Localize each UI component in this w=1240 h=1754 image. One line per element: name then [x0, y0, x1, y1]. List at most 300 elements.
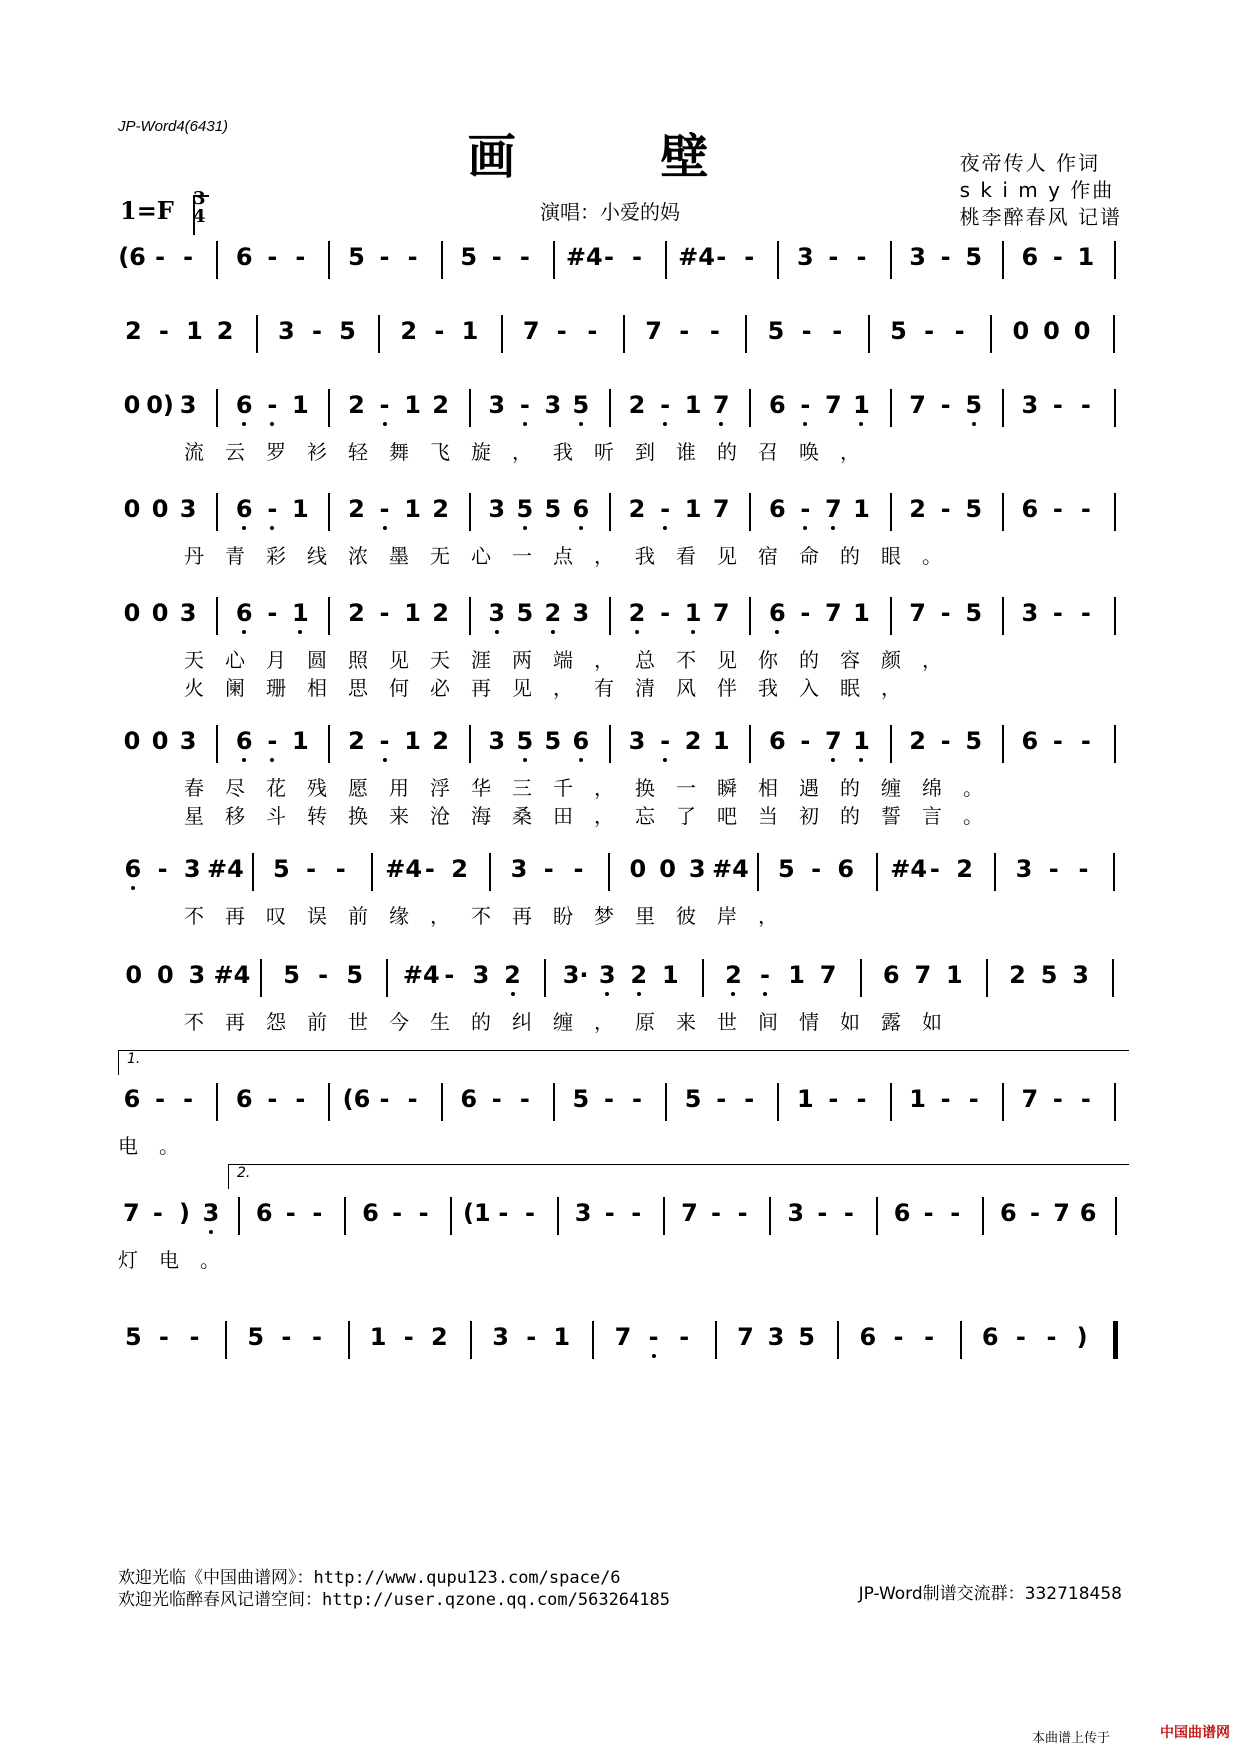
bar-line: [386, 959, 388, 997]
note: -: [660, 599, 671, 627]
note: 2: [400, 317, 418, 345]
bar-line: [609, 725, 611, 763]
note: 7: [712, 599, 730, 627]
note: 3: [767, 1323, 785, 1351]
note: 1: [946, 961, 963, 989]
bar-line: [663, 1197, 665, 1235]
bar-line: [1112, 959, 1114, 997]
note: -: [1052, 243, 1063, 271]
note: 6: [118, 848, 148, 890]
bar-line: [469, 389, 471, 427]
note: -: [800, 727, 811, 755]
note: 7: [712, 495, 730, 523]
note: 5: [684, 1085, 702, 1113]
bar-line: [557, 1197, 559, 1235]
note: -: [158, 1323, 169, 1351]
bar-line: [876, 1197, 878, 1235]
note: 1: [678, 592, 708, 634]
note: -: [306, 855, 317, 883]
bar-line: [216, 389, 218, 427]
note: 7: [909, 391, 926, 419]
note: -: [1048, 855, 1059, 883]
bar-line: [501, 315, 503, 353]
note: -: [418, 1199, 429, 1227]
bar-line: [260, 959, 262, 997]
bar-line: [1114, 1083, 1116, 1121]
note: 6: [229, 592, 259, 634]
note: 3: [797, 243, 814, 271]
note: -: [510, 384, 540, 426]
note: 5: [959, 384, 989, 426]
lyric-line: 丹青彩线浓墨无心一点，我看见宿命的眼。: [184, 544, 963, 568]
note: 7: [122, 1199, 140, 1227]
note: 2: [432, 599, 449, 627]
bar-line: [592, 1321, 594, 1359]
note: (1: [462, 1199, 491, 1227]
note: 7: [825, 391, 842, 419]
note-row: [118, 592, 1128, 634]
bar-line: [553, 1083, 555, 1121]
note: -: [940, 599, 951, 627]
note: 2: [718, 954, 748, 996]
note: -: [790, 384, 820, 426]
note: 5: [572, 1085, 590, 1113]
bar-line: [890, 493, 892, 531]
note: 0: [156, 961, 174, 989]
note: 7: [818, 488, 848, 530]
note: 1: [404, 495, 421, 523]
note: -: [950, 1199, 961, 1227]
note-row: [118, 384, 1128, 426]
bar-line: [469, 493, 471, 531]
note-row: [118, 720, 1128, 762]
note: 3: [472, 961, 490, 989]
note: 2: [124, 317, 142, 345]
note: -: [491, 1085, 502, 1113]
note: -: [498, 1199, 509, 1227]
note: 3: [492, 1323, 509, 1351]
bar-line: [665, 1083, 667, 1121]
note: 2: [628, 495, 646, 523]
bar-line: [702, 959, 704, 997]
note: -: [639, 1316, 669, 1358]
note: 5: [544, 727, 562, 755]
note: 3: [179, 599, 197, 627]
note: 5: [247, 1323, 265, 1351]
note: -: [189, 1323, 200, 1351]
note: 7: [819, 961, 837, 989]
bar-line: [348, 1321, 350, 1359]
note: -: [370, 720, 400, 762]
note: 5: [510, 720, 540, 762]
note-row: [118, 236, 1128, 278]
bar-line: [378, 315, 380, 353]
note: -: [679, 317, 690, 345]
bar-line: [890, 389, 892, 427]
note: 3: [1015, 855, 1033, 883]
note: 7: [614, 1323, 632, 1351]
bar-line: [777, 1083, 779, 1121]
upload-note: 本曲谱上传于: [1031, 1731, 1110, 1746]
note: -: [407, 243, 418, 271]
note: -: [543, 855, 554, 883]
note: 0): [146, 391, 174, 419]
lyric-line: 火阑珊相思何必再见，有清风伴我入眠，: [184, 676, 922, 700]
note: 6: [255, 1199, 273, 1227]
bar-line: [876, 853, 878, 891]
note: 1: [661, 961, 679, 989]
note: 2: [348, 599, 365, 627]
note: -: [1052, 599, 1063, 627]
note: 0: [629, 855, 647, 883]
note: 3: [179, 495, 197, 523]
bar-line: [609, 389, 611, 427]
note: 5: [965, 599, 983, 627]
note: 2: [1009, 961, 1026, 989]
note: 6: [882, 961, 900, 989]
note: 3: [909, 243, 926, 271]
note: #4: [711, 855, 749, 883]
bar-line: [609, 493, 611, 531]
note: -: [183, 1085, 194, 1113]
note: 6: [229, 720, 259, 762]
note: -: [632, 243, 642, 271]
note: -: [587, 317, 598, 345]
bar-line: [256, 315, 258, 353]
note: 0: [151, 727, 169, 755]
note: 5: [460, 243, 478, 271]
bar-line: [868, 315, 870, 353]
staff-system: [118, 1316, 1128, 1446]
note: -: [155, 243, 166, 271]
note: 3: [787, 1199, 805, 1227]
note: #4: [385, 855, 423, 883]
bar-line: [990, 315, 992, 353]
note: 6: [1079, 1199, 1097, 1227]
note: 5: [339, 317, 356, 345]
note: -: [318, 961, 329, 989]
note: -: [556, 317, 567, 345]
staff-system: [118, 720, 1128, 850]
lyric-line: 电。: [118, 1134, 200, 1158]
note: 2: [628, 391, 646, 419]
note: 3: [188, 961, 206, 989]
bar-line: [1115, 1197, 1117, 1235]
bar-line: [328, 389, 330, 427]
bar-line: [441, 1083, 443, 1121]
bar-line: [1002, 597, 1004, 635]
note: 0: [123, 599, 141, 627]
note: 7: [1021, 1085, 1039, 1113]
note: 0: [151, 599, 169, 627]
note: 5: [346, 961, 364, 989]
note: 3: [179, 391, 197, 419]
bar-line: [216, 725, 218, 763]
note: 6: [768, 495, 786, 523]
transcriber-credit: 桃李醉春风 记谱: [959, 205, 1122, 229]
bar-line: [715, 1321, 717, 1359]
note: -: [940, 391, 951, 419]
staff-system: [118, 592, 1128, 722]
note: 0: [123, 495, 141, 523]
note: -: [526, 1323, 537, 1351]
note: -: [604, 1199, 615, 1227]
bar-line: [371, 853, 373, 891]
bar-line: [1002, 389, 1004, 427]
lyric-line: 不再叹误前缘，不再盼梦里彼岸，: [184, 904, 799, 928]
bar-line: [216, 493, 218, 531]
bar-line: [777, 241, 779, 279]
volta-bracket: [228, 1164, 1129, 1189]
note: -: [1052, 1085, 1063, 1113]
lyric-line: 灯电。: [118, 1248, 241, 1272]
bar-line: [890, 1083, 892, 1121]
note-row: [118, 1316, 1128, 1358]
note: (6: [342, 1085, 371, 1113]
bar-line: [450, 1197, 452, 1235]
note: -: [424, 855, 435, 883]
lyricist-credit: 夜帝传人 作词: [959, 151, 1100, 175]
note: -: [968, 1085, 979, 1113]
note-row: [118, 954, 1128, 996]
note: 2: [956, 855, 973, 883]
note: -: [158, 317, 169, 345]
key-signature: 1=F: [120, 196, 174, 225]
qq-group: JP-Word制谱交流群：332718458: [858, 1584, 1122, 1604]
bar-line: [1113, 853, 1115, 891]
note: 2: [684, 727, 702, 755]
note: 0: [123, 727, 141, 755]
bar-line: [1002, 725, 1004, 763]
note: 5: [124, 1323, 142, 1351]
note: -: [311, 317, 322, 345]
note: 6: [229, 384, 259, 426]
note: 3: [592, 954, 622, 996]
note: 3: [628, 727, 646, 755]
note: -: [1078, 855, 1089, 883]
note: -: [800, 599, 811, 627]
note: 6: [762, 592, 792, 634]
bar-line: [1113, 315, 1115, 353]
note: -: [295, 243, 306, 271]
note: 1: [684, 495, 702, 523]
note: -: [790, 488, 820, 530]
note: -: [650, 488, 680, 530]
bar-line: [1114, 725, 1116, 763]
note: 1: [797, 1085, 814, 1113]
bar-line: [890, 597, 892, 635]
note: -: [828, 243, 839, 271]
bar-line: [837, 1321, 839, 1359]
note: 1: [846, 384, 876, 426]
note: 6: [1021, 727, 1039, 755]
volta-number: 2.: [237, 1165, 251, 1181]
note: 2: [348, 495, 365, 523]
note: 1: [1077, 243, 1095, 271]
lyric-line: 天心月圆照见天涯两端，总不见你的容颜，: [184, 648, 963, 672]
note-row: [118, 1192, 1128, 1234]
note: 6: [460, 1085, 478, 1113]
bar-line: [441, 241, 443, 279]
footer-line-1: 欢迎光临《中国曲谱网》：http://www.qupu123.com/space/6: [118, 1568, 621, 1588]
note: 1: [553, 1323, 571, 1351]
bar-line: [344, 1197, 346, 1235]
note: ): [1076, 1323, 1088, 1351]
bar-line: [216, 597, 218, 635]
note: 3: [572, 599, 590, 627]
bar-line: [470, 1321, 472, 1359]
bar-line: [1114, 389, 1116, 427]
bar-line: [860, 959, 862, 997]
note: #4: [678, 243, 715, 271]
note: -: [711, 1199, 721, 1227]
site-logo: 中国曲谱网: [1160, 1725, 1230, 1741]
note: 3: [277, 317, 295, 345]
bar-line: [1002, 493, 1004, 531]
lyric-line: 星移斗转换来沧海桑田，忘了吧当初的誓言。: [184, 804, 1004, 828]
note: 5: [890, 317, 907, 345]
note: -: [444, 961, 455, 989]
note: #4: [213, 961, 251, 989]
bar-line: [216, 241, 218, 279]
note: 7: [914, 961, 932, 989]
note: -: [407, 1085, 418, 1113]
note: 2: [432, 727, 449, 755]
note: 2: [498, 954, 528, 996]
note: 7: [645, 317, 662, 345]
note: -: [379, 599, 390, 627]
song-title: 画 壁: [467, 129, 773, 185]
bar-line: [1002, 1083, 1004, 1121]
note: 1: [909, 1085, 926, 1113]
note: -: [403, 1323, 414, 1351]
note: -: [155, 1085, 166, 1113]
note: 3: [544, 391, 562, 419]
note: -: [650, 384, 680, 426]
note: 6: [566, 720, 596, 762]
bar-line: [553, 241, 555, 279]
note: 1: [292, 495, 309, 523]
note: -: [1080, 495, 1091, 523]
note: -: [1052, 391, 1063, 419]
note: -: [744, 243, 755, 271]
note: 3: [196, 1192, 226, 1234]
note: -: [1080, 1085, 1091, 1113]
note: 3: [488, 727, 506, 755]
note: #4: [565, 243, 603, 271]
note: 6: [123, 1085, 141, 1113]
note: -: [491, 243, 502, 271]
note: 3·: [562, 961, 589, 989]
bar-line: [1114, 597, 1116, 635]
bar-line: [328, 493, 330, 531]
note: 7: [681, 1199, 698, 1227]
note: -: [1080, 727, 1091, 755]
note: -: [257, 720, 287, 762]
note: -: [650, 720, 680, 762]
note: -: [335, 855, 346, 883]
note: -: [923, 1199, 934, 1227]
note: 6: [229, 488, 259, 530]
note: 1: [846, 720, 876, 762]
note: 2: [348, 727, 365, 755]
lyric-line: 不再怨前世今生的纠缠，原来世间情如露如: [184, 1010, 963, 1034]
note: -: [856, 1085, 867, 1113]
note: 0: [125, 961, 143, 989]
volta-number: 1.: [127, 1051, 141, 1067]
note: 2: [624, 954, 654, 996]
note: -: [603, 243, 614, 271]
note: 2: [451, 855, 468, 883]
lyric-line: 春尽花残愿用浮华三千，换一瞬相遇的缠绵。: [184, 776, 1004, 800]
note: -: [631, 1199, 642, 1227]
bar-line: [623, 315, 625, 353]
note: 7: [737, 1323, 754, 1351]
note: -: [737, 1199, 748, 1227]
note: 5: [510, 488, 540, 530]
software-tag: JP-Word4(6431): [118, 118, 229, 135]
note-row: [118, 488, 1128, 530]
footer-line-2: 欢迎光临醉春风记谱空间：http://user.qzone.qq.com/563264185: [118, 1590, 670, 1610]
bar-line: [960, 1321, 962, 1359]
bar-line: [489, 853, 491, 891]
note: 6: [768, 391, 786, 419]
note-row: [118, 310, 1128, 352]
note: -: [281, 1323, 292, 1351]
note: -: [379, 1085, 390, 1113]
note: 1: [404, 391, 421, 419]
note: -: [924, 317, 935, 345]
bar-line: [1114, 493, 1116, 531]
note: 3: [1021, 599, 1039, 627]
note: -: [524, 1199, 535, 1227]
note: -: [744, 1085, 755, 1113]
bar-line: [469, 725, 471, 763]
note: -: [183, 243, 194, 271]
note: #4: [890, 855, 928, 883]
note: -: [811, 855, 822, 883]
note: -: [519, 243, 530, 271]
note: -: [893, 1323, 904, 1351]
bar-line: [994, 853, 996, 891]
note: -: [940, 495, 951, 523]
note: -: [519, 1085, 530, 1113]
note: 6: [1000, 1199, 1017, 1227]
note: -: [157, 855, 168, 883]
note: 7: [1053, 1199, 1070, 1227]
staff-system: [118, 1165, 1128, 1322]
note: 0: [1073, 317, 1091, 345]
note: 3: [1021, 391, 1039, 419]
bar-line: [769, 1197, 771, 1235]
bar-line: [1114, 241, 1116, 279]
note: 1: [292, 727, 309, 755]
note: 3: [1072, 961, 1089, 989]
note: -: [434, 317, 445, 345]
note: 5: [566, 384, 596, 426]
note: -: [817, 1199, 828, 1227]
note: -: [940, 727, 951, 755]
note: 7: [706, 384, 736, 426]
note: -: [311, 1323, 322, 1351]
credits: [960, 150, 1122, 231]
note: 1: [853, 495, 870, 523]
note: 0: [151, 495, 169, 523]
note: 7: [522, 317, 540, 345]
note: -: [940, 243, 951, 271]
volta-bracket: [118, 1050, 1129, 1075]
note: -: [832, 317, 843, 345]
